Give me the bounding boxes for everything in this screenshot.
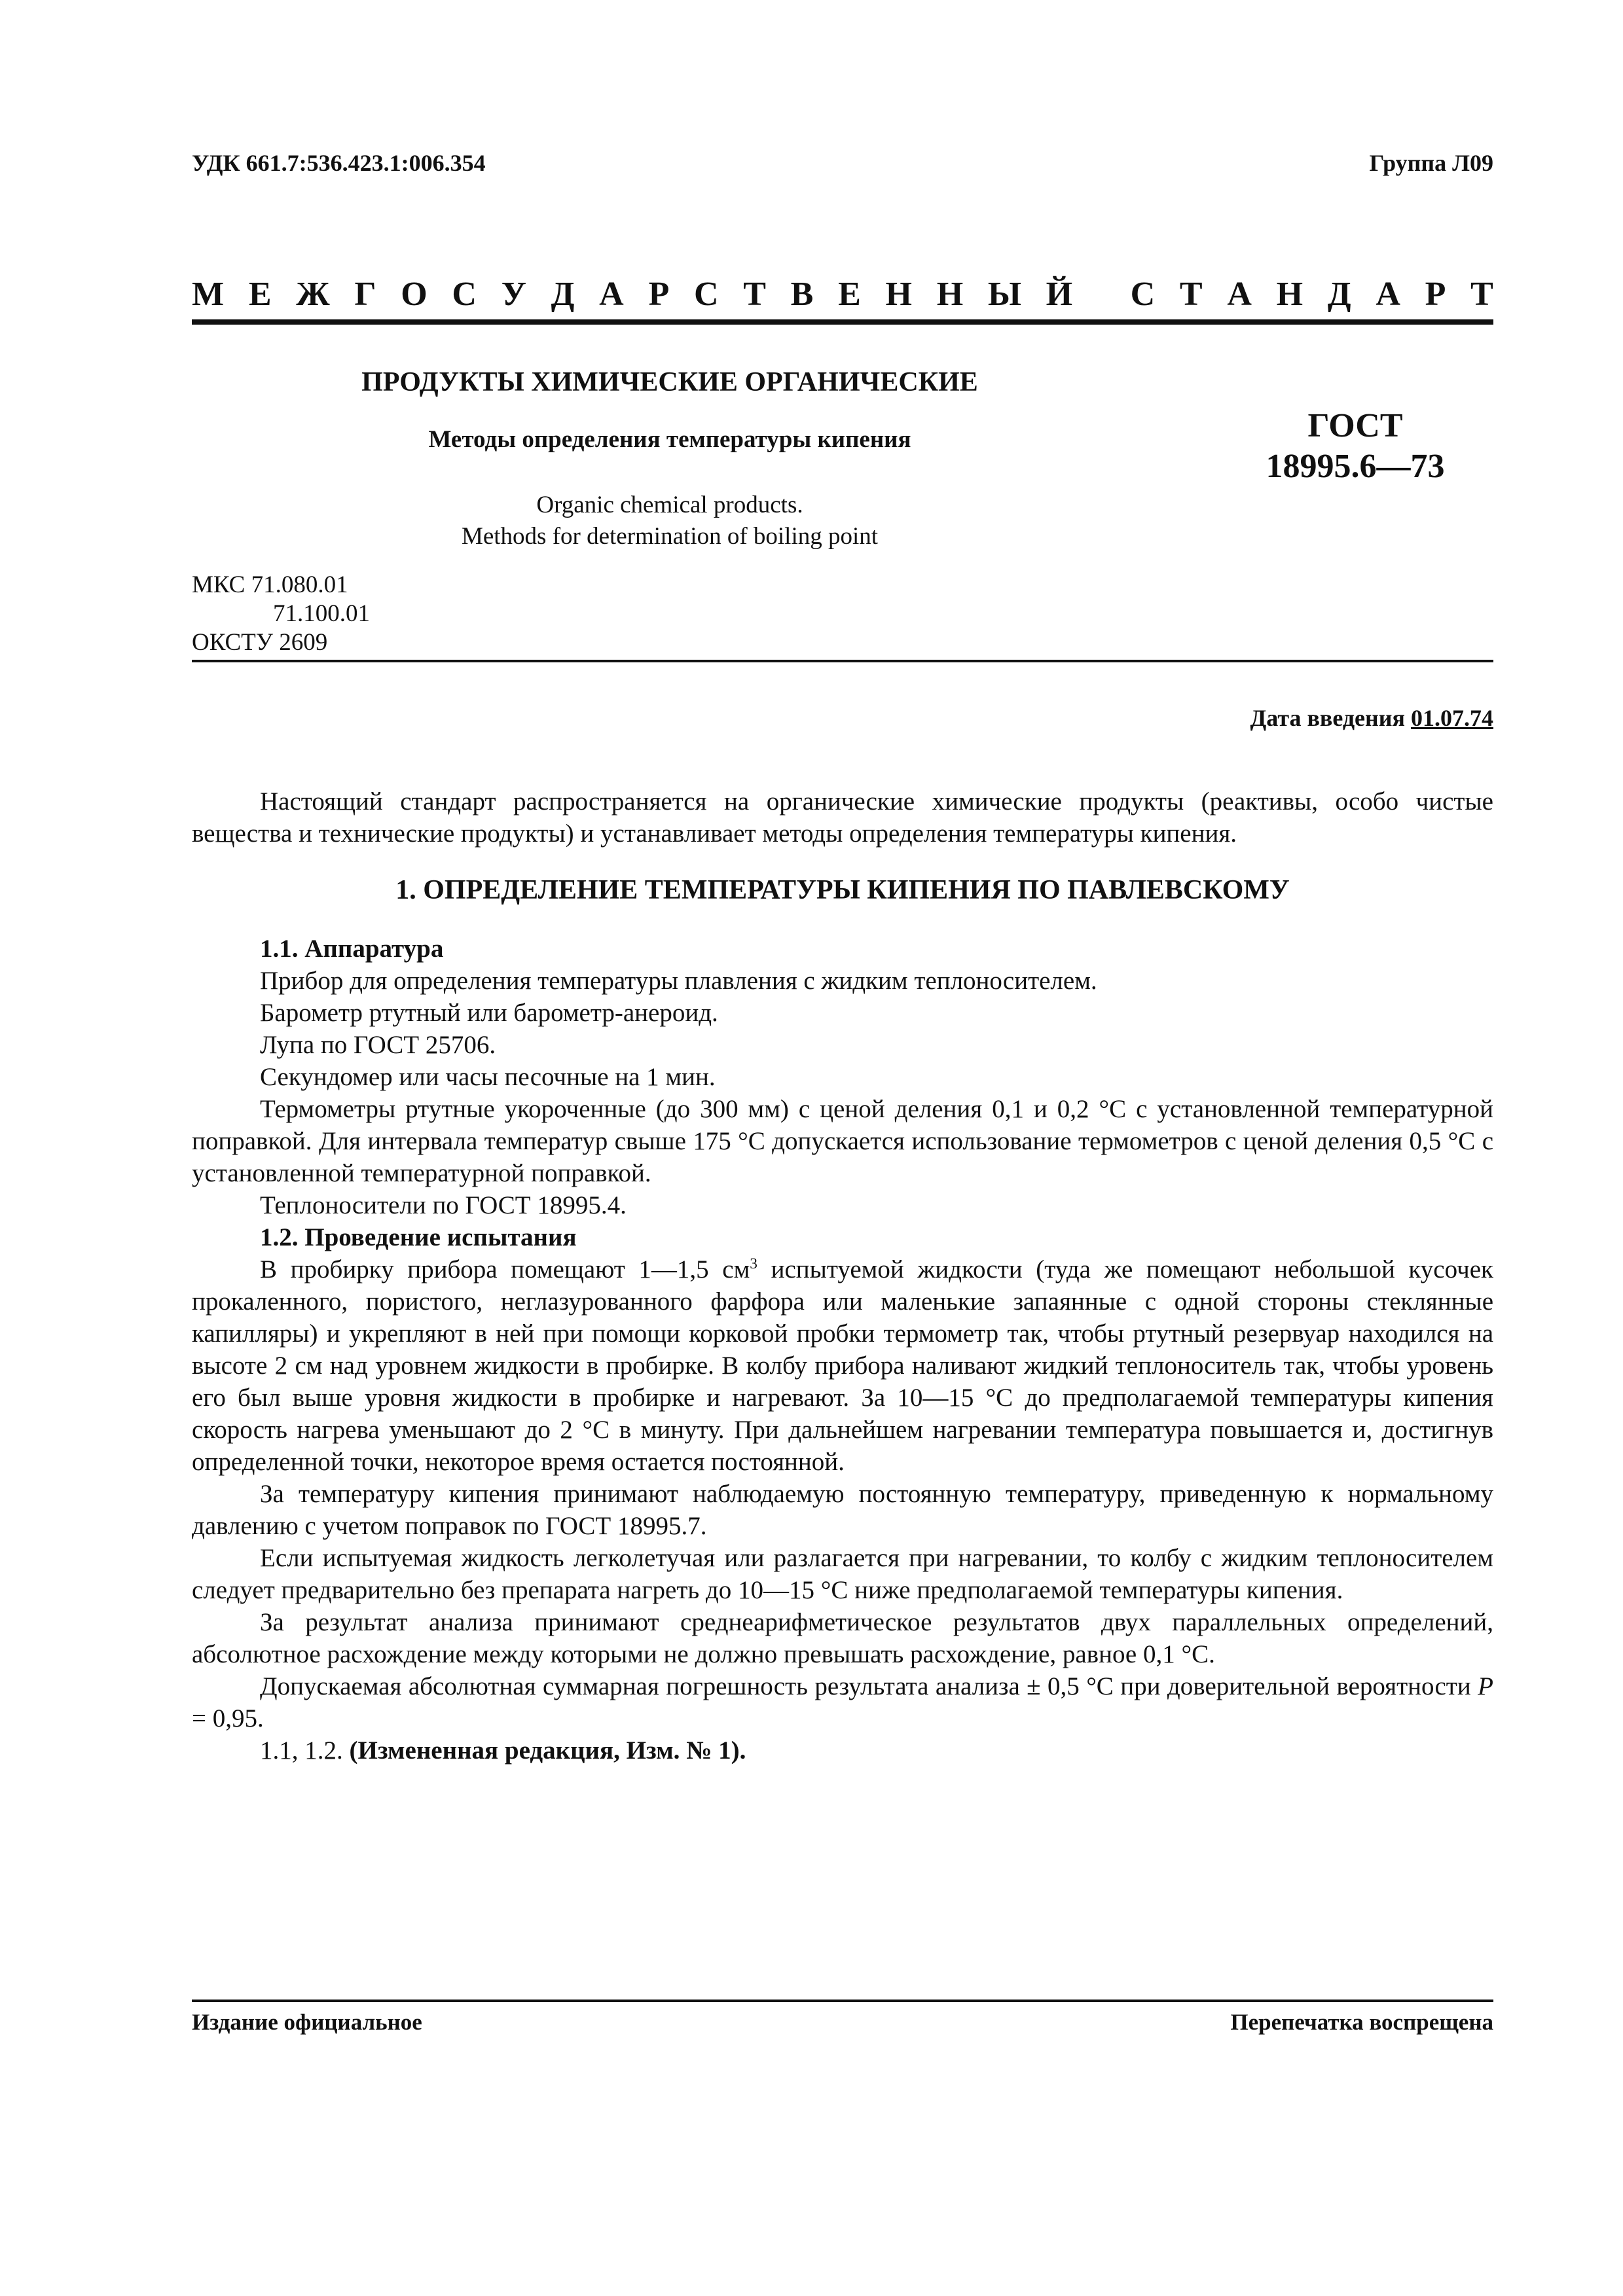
text-span: В пробирку прибора помещают 1—1,5 см — [260, 1255, 750, 1283]
english-title-line: Methods for determination of boiling point — [461, 523, 879, 550]
equipment-item: Термометры ртутные укороченные (до 300 мм) с ценой деления 0,1 и 0,2 °С с установленной температурной поправкой. Для интервала температур свыше 175 °С допускается использование термометров с ценой деления 0,5 °С с установленной температурной поправкой. — [192, 1095, 1493, 1187]
equipment-item: Секундомер или часы песочные на 1 мин. — [260, 1063, 716, 1091]
banner-letter: Н — [885, 276, 912, 313]
equipment-item: Барометр ртутный или барометр-анероид. — [260, 999, 718, 1027]
procedure-paragraph: За температуру кипения принимают наблюдаемую постоянную температуру, приведенную к нормальному давлению с учетом поправок по ГОСТ 18995.7. — [192, 1480, 1493, 1540]
banner-letter: Н — [1276, 276, 1304, 313]
text-span: Допускаемая абсолютная суммарная погрешность результата анализа ± 0,5 °С при доверительной вероятности — [260, 1672, 1478, 1700]
gost-label: ГОСТ — [1307, 407, 1403, 444]
banner-letter: А — [1227, 276, 1252, 313]
document-title: ПРОДУКТЫ ХИМИЧЕСКИЕ ОРГАНИЧЕСКИЕ — [361, 367, 978, 397]
banner-letter: С — [693, 276, 719, 313]
gost-designation — [1218, 406, 1493, 487]
banner-letter: У — [501, 276, 526, 313]
header-rule — [192, 660, 1493, 662]
text-span: 1.1, 1.2. — [260, 1736, 350, 1765]
procedure-paragraph — [192, 1253, 1493, 1478]
banner-letter: Н — [936, 276, 964, 313]
amendment-note — [192, 1734, 1493, 1767]
banner-letter: Й — [1046, 276, 1073, 313]
document-subtitle: Методы определения температуры кипения — [428, 426, 911, 453]
variable: P — [1478, 1672, 1493, 1700]
amendment-text: (Измененная редакция, Изм. № 1). — [349, 1736, 746, 1765]
group-code: Группа Л09 — [1369, 150, 1493, 176]
okstu-code: ОКСТУ 2609 — [192, 629, 328, 656]
banner-letter: С — [452, 276, 477, 313]
banner-letter: Р — [1425, 276, 1446, 313]
banner-letter: Т — [743, 276, 766, 313]
banner-letter: Г — [354, 276, 376, 313]
date-label: Дата введения — [1250, 705, 1405, 731]
equipment-item: Теплоносители по ГОСТ 18995.4. — [260, 1191, 627, 1219]
udk-code: УДК 661.7:536.423.1:006.354 — [192, 150, 486, 176]
standard-banner — [192, 275, 1493, 314]
banner-letter: М — [192, 276, 225, 313]
document-body — [192, 785, 1493, 1767]
banner-letter: Т — [1179, 276, 1203, 313]
introduction-date — [1250, 704, 1494, 732]
procedure-paragraph — [192, 1670, 1493, 1734]
banner-letter: О — [401, 276, 428, 313]
equipment-item: Лупа по ГОСТ 25706. — [260, 1031, 496, 1059]
banner-rule — [192, 319, 1493, 325]
banner-letter: Е — [838, 276, 861, 313]
gost-number: 18995.6—73 — [1266, 448, 1445, 485]
banner-gap — [1097, 275, 1106, 314]
english-title-line: Organic chemical products. — [536, 492, 803, 518]
section-heading: 1. ОПРЕДЕЛЕНИЕ ТЕМПЕРАТУРЫ КИПЕНИЯ ПО ПАВЛЕВСКОМУ — [395, 875, 1290, 905]
equipment-item: Прибор для определения температуры плавления с жидким теплоносителем. — [260, 967, 1097, 995]
banner-letter: В — [790, 276, 814, 313]
banner-letter: Д — [551, 276, 575, 313]
procedure-paragraph: Если испытуемая жидкость легколетучая или разлагается при нагревании, то колбу с жидким теплоносителем следует предварительно без препарата нагреть до 10—15 °С ниже предполагаемой температуры кипения. — [192, 1544, 1493, 1604]
banner-letter: А — [1376, 276, 1400, 313]
footer-edition: Издание официальное — [192, 2009, 422, 2035]
footer-copyright: Перепечатка воспрещена — [1230, 2009, 1493, 2035]
date-value: 01.07.74 — [1411, 705, 1493, 731]
intro-paragraph: Настоящий стандарт распространяется на органические химические продукты (реактивы, особо чистые вещества и технические продукты) и устанавливает методы определения температуры кипения. — [192, 787, 1493, 848]
mks-code: 71.100.01 — [273, 600, 370, 627]
procedure-paragraph: За результат анализа принимают среднеарифметическое результатов двух параллельных определений, абсолютное расхождение между которыми не должно превышать расхождение, равное 0,1 °С. — [192, 1608, 1493, 1668]
banner-letter: Р — [648, 276, 670, 313]
banner-letter: С — [1130, 276, 1156, 313]
text-span: испытуемой жидкости (туда же помещают небольшой кусочек прокаленного, пористого, неглазурованного фарфора или маленькие запаянные с одной стороны стеклянные капилляры) и укрепляют в ней при помощи корковой пробки термометр так, чтобы ртутный резервуар находился на высоте 2 см над уровнем жидкости в пробирке. В колбу прибора наливают жидкий теплоноситель так, чтобы уровень его был выше уровня жидкости в пробирке и нагревают. За 10—15 °С до предполагаемой температуры кипения скорость нагрева уменьшают до 2 °С в минуту. При дальнейшем нагревании температура повышается и, достигнув определенной точки, некоторое время остается постоянной. — [192, 1255, 1493, 1476]
text-span: = 0,95. — [192, 1704, 264, 1732]
banner-letter: Т — [1470, 276, 1493, 313]
english-title — [192, 490, 1148, 552]
banner-letter: Е — [248, 276, 272, 313]
banner-letter: А — [599, 276, 624, 313]
footer-rule — [192, 2000, 1493, 2002]
mks-code: МКС 71.080.01 — [192, 571, 348, 598]
banner-letter: Д — [1327, 276, 1351, 313]
subsection-heading: 1.1. Аппаратура — [260, 935, 444, 963]
subsection-heading: 1.2. Проведение испытания — [260, 1223, 577, 1251]
classification-codes — [192, 571, 370, 657]
superscript: 3 — [750, 1255, 757, 1272]
banner-letter: Ы — [987, 276, 1021, 313]
banner-letter: Ж — [296, 276, 330, 313]
